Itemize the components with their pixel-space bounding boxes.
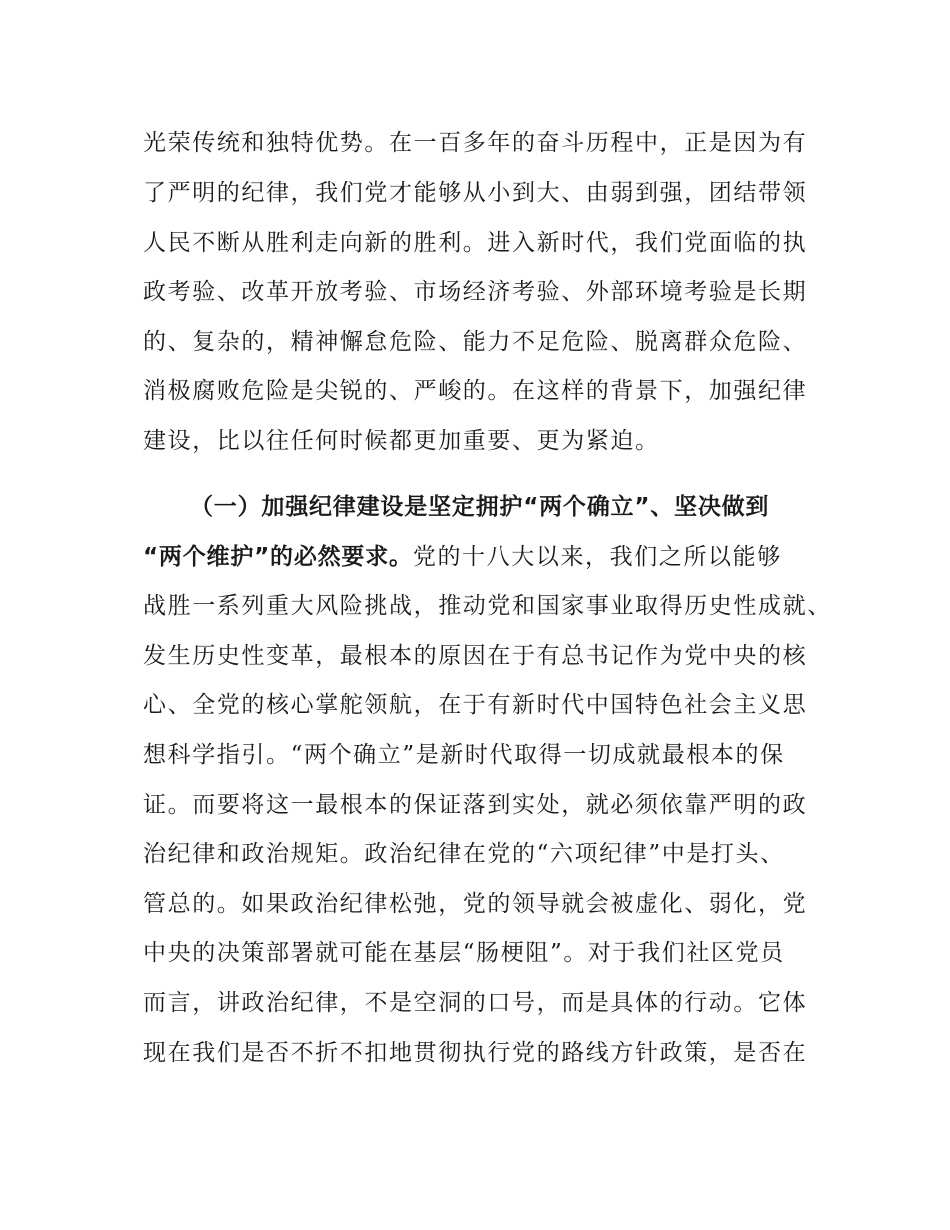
text-line: 光荣传统和独特优势。在一百多年的奋斗历程中，正是因为有	[143, 130, 808, 156]
text-line: 消极腐败危险是尖锐的、严峻的。在这样的背景下，加强纪律	[143, 378, 808, 404]
text-line: 建设，比以往任何时候都更加重要、更为紧迫。	[143, 428, 660, 454]
text-line: 了严明的纪律，我们党才能够从小到大、由弱到强，团结带领	[143, 180, 808, 206]
section-heading: （一）加强纪律建设是坚定拥护“两个确立”、坚决做到	[190, 494, 770, 520]
text-line: 的、复杂的，精神懈怠危险、能力不足危险、脱离群众危险、	[143, 329, 808, 355]
text-line: 心、全党的核心掌舵领航，在于有新时代中国特色社会主义思	[143, 692, 808, 718]
text-line: 管总的。如果政治纪律松弛，党的领导就会被虚化、弱化，党	[143, 891, 808, 917]
text-line: 政考验、改革开放考验、市场经济考验、外部环境考验是长期	[143, 279, 808, 305]
section-heading-continued: “两个维护”的必然要求。	[143, 544, 413, 570]
text-line: 发生历史性变革，最根本的原因在于有总书记作为党中央的核	[143, 643, 808, 669]
text-line: 治纪律和政治规矩。政治纪律在党的“六项纪律”中是打头、	[143, 841, 785, 867]
text-line	[143, 542, 823, 572]
text-line: 想科学指引。“两个确立”是新时代取得一切成就最根本的保	[143, 742, 785, 768]
text-line: 战胜一系列重大风险挑战，推动党和国家事业取得历史性成就、	[143, 593, 832, 619]
text-line: 而言，讲政治纪律，不是空洞的口号，而是具体的行动。它体	[143, 990, 808, 1016]
text-line: 证。而要将这一最根本的保证落到实处，就必须依靠严明的政	[143, 792, 808, 818]
text-span: 党的十八大以来，我们之所以能够	[412, 544, 782, 570]
text-line: 人民不断从胜利走向新的胜利。进入新时代，我们党面临的执	[143, 230, 808, 256]
text-line: 中央的决策部署就可能在基层“肠梗阻”。对于我们社区党员	[143, 940, 785, 966]
text-line: 现在我们是否不折不扣地贯彻执行党的路线方针政策，是否在	[143, 1040, 808, 1066]
